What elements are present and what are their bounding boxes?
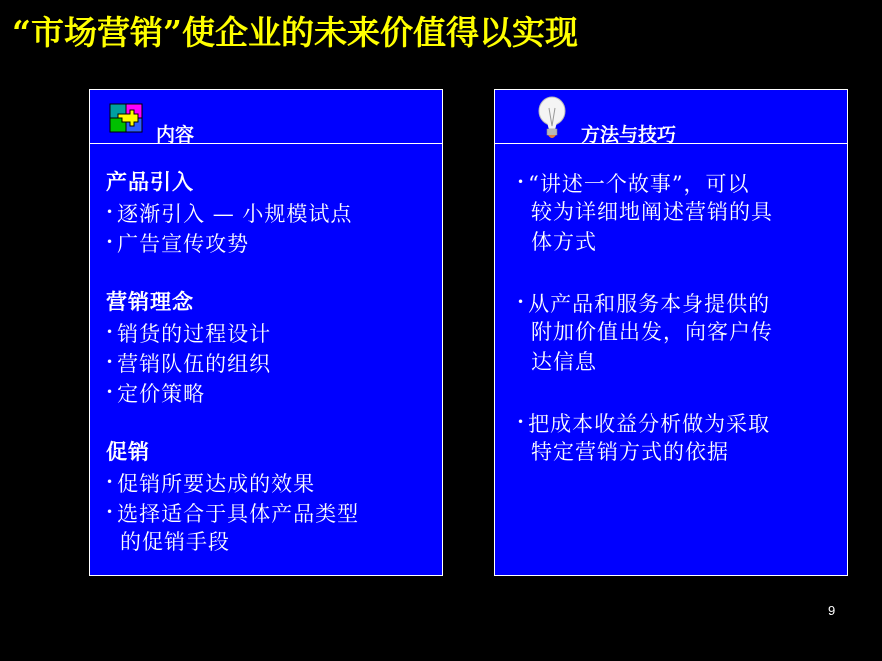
methods-panel-body [495, 144, 847, 575]
methods-panel-header [495, 90, 847, 144]
list-item: • 广告宣传攻势 [106, 232, 250, 256]
list-item-continuation: 特定营销方式的依据 [531, 440, 729, 464]
content-panel-body [90, 144, 442, 575]
content-panel-header [90, 90, 442, 144]
list-item-continuation: 的促销手段 [120, 530, 230, 554]
list-item: • 销货的过程设计 [106, 322, 272, 346]
list-item: • 从产品和服务本身提供的 [517, 292, 771, 316]
lightbulb-icon [537, 96, 567, 142]
list-item-continuation: 体方式 [531, 230, 597, 254]
page-number: 9 [828, 603, 836, 618]
list-item: • 逐渐引入 — 小规模试点 [106, 202, 353, 226]
list-item-continuation: 附加价值出发，向客户传 [531, 320, 773, 344]
section-heading-marketing: 营销理念 [106, 289, 194, 314]
list-item-continuation: 较为详细地阐述营销的具 [531, 200, 773, 224]
section-heading-promotion: 促销 [106, 439, 150, 464]
section-heading-product: 产品引入 [106, 169, 194, 194]
puzzle-icon [109, 103, 143, 133]
content-panel-title: 内容 [156, 124, 195, 146]
content-panel [89, 89, 443, 576]
methods-panel [494, 89, 848, 576]
list-item: • 促销所要达成的效果 [106, 472, 316, 496]
list-item: • 营销队伍的组织 [106, 352, 272, 376]
methods-panel-title: 方法与技巧 [581, 124, 677, 146]
slide-title: “市场营销”使企业的未来价值得以实现 [12, 13, 578, 52]
list-item: • 定价策略 [106, 382, 206, 406]
list-item: • 选择适合于具体产品类型 [106, 502, 360, 526]
list-item-continuation: 达信息 [531, 350, 597, 374]
list-item: • 把成本收益分析做为采取 [517, 412, 771, 436]
list-item: • “讲述一个故事”，可以 [517, 172, 750, 196]
